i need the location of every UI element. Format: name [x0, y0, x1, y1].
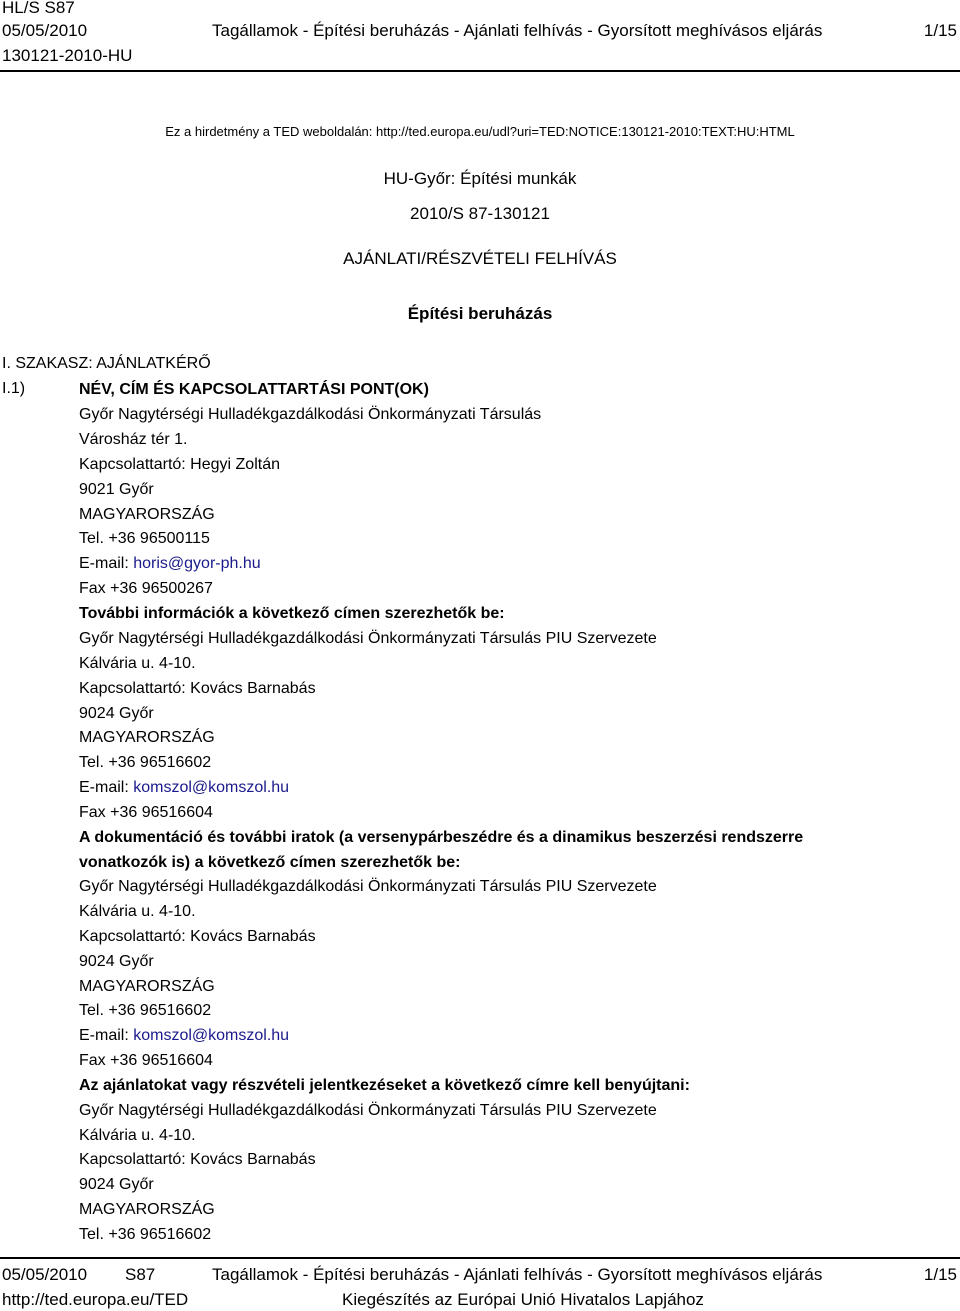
footer-url[interactable]: http://ted.europa.eu/TED — [2, 1290, 189, 1309]
main-org: Győr Nagytérségi Hulladékgazdálkodási Önkormányzati Társulás — [79, 406, 542, 423]
main-email-link[interactable]: horis@gyor-ph.hu — [133, 555, 261, 572]
footer-supplement: Kiegészítés az Európai Unió Hivatalos Lapjához — [342, 1290, 704, 1309]
notice-category: Építési beruházás — [407, 304, 553, 323]
subsection-number: I.1) — [2, 380, 26, 397]
footer-date: 05/05/2010 — [2, 1265, 88, 1284]
ted-prefix: Ez a hirdetmény a TED weboldalán: — [165, 124, 377, 139]
notice-number: 2010/S 87-130121 — [410, 204, 550, 223]
more-info-org: Győr Nagytérségi Hulladékgazdálkodási Önkormányzati Társulás PIU Szervezete — [79, 630, 657, 647]
notice-type: AJÁNLATI/RÉSZVÉTELI FELHÍVÁS — [343, 249, 617, 268]
ted-link[interactable]: http://ted.europa.eu/udl?uri=TED:NOTICE:130121-2010:TEXT:HU:HTML — [376, 124, 795, 139]
more-info-fax: Fax +36 96516604 — [79, 804, 213, 821]
documents-email-link[interactable]: komszol@komszol.hu — [133, 1027, 290, 1044]
footer-series: S87 — [125, 1265, 156, 1284]
more-info-tel: Tel. +36 96516602 — [79, 754, 212, 771]
main-contact: Kapcsolattartó: Hegyi Zoltán — [79, 456, 280, 473]
documents-tel: Tel. +36 96516602 — [79, 1002, 212, 1019]
submission-country: MAGYARORSZÁG — [79, 1201, 215, 1218]
notice-location: HU-Győr: Építési munkák — [383, 169, 577, 188]
footer-title: Tagállamok - Építési beruházás - Ajánlati felhívás - Gyorsított meghívásos eljárás — [212, 1265, 823, 1284]
more-info-street: Kálvária u. 4-10. — [79, 655, 196, 672]
documents-email-label: E-mail: — [79, 1027, 134, 1044]
submission-street: Kálvária u. 4-10. — [79, 1127, 196, 1144]
header-doc-id: 130121-2010-HU — [2, 46, 133, 65]
more-info-city: 9024 Győr — [79, 705, 154, 722]
more-info-country: MAGYARORSZÁG — [79, 729, 215, 746]
section-heading: I. SZAKASZ: AJÁNLATKÉRŐ — [2, 355, 211, 372]
main-email-label: E-mail: — [79, 555, 134, 572]
header-rule — [0, 70, 960, 72]
documents-contact: Kapcsolattartó: Kovács Barnabás — [79, 928, 316, 945]
documents-street: Kálvária u. 4-10. — [79, 903, 196, 920]
main-tel: Tel. +36 96500115 — [79, 530, 210, 547]
submission-city: 9024 Győr — [79, 1176, 154, 1193]
documents-city: 9024 Győr — [79, 953, 154, 970]
documents-org: Győr Nagytérségi Hulladékgazdálkodási Önkormányzati Társulás PIU Szervezete — [79, 878, 657, 895]
footer-rule — [0, 1257, 960, 1259]
main-street: Városház tér 1. — [79, 431, 188, 448]
header-title: Tagállamok - Építési beruházás - Ajánlati felhívás - Gyorsított meghívásos eljárás — [212, 21, 823, 40]
documents-email-line — [79, 1026, 289, 1046]
more-info-contact: Kapcsolattartó: Kovács Barnabás — [79, 680, 316, 697]
documents-heading-1: A dokumentáció és további iratok (a versenypárbeszédre és a dinamikus beszerzési rendszerre — [79, 829, 804, 846]
header-series: HL/S S87 — [2, 0, 75, 17]
more-info-email-line — [79, 778, 289, 798]
header-date: 05/05/2010 — [2, 21, 88, 40]
more-info-email-label: E-mail: — [79, 779, 134, 796]
footer-page: 1/15 — [923, 1265, 957, 1284]
more-info-heading: További információk a következő címen szerezhetők be: — [79, 605, 505, 622]
main-country: MAGYARORSZÁG — [79, 506, 215, 523]
submission-org: Győr Nagytérségi Hulladékgazdálkodási Önkormányzati Társulás PIU Szervezete — [79, 1102, 657, 1119]
main-city: 9021 Győr — [79, 481, 154, 498]
documents-heading-2: vonatkozók is) a következő címen szerezhetők be: — [79, 854, 461, 871]
more-info-email-link[interactable]: komszol@komszol.hu — [133, 779, 290, 796]
submission-contact: Kapcsolattartó: Kovács Barnabás — [79, 1151, 316, 1168]
main-fax: Fax +36 96500267 — [79, 580, 213, 597]
subsection-title: NÉV, CÍM ÉS KAPCSOLATTARTÁSI PONT(OK) — [79, 381, 429, 398]
documents-country: MAGYARORSZÁG — [79, 978, 215, 995]
main-email-line — [79, 554, 261, 574]
submission-tel: Tel. +36 96516602 — [79, 1226, 212, 1243]
ted-notice-line — [0, 124, 960, 139]
submission-heading: Az ajánlatokat vagy részvételi jelentkezéseket a következő címre kell benyújtani: — [79, 1077, 690, 1094]
header-page: 1/15 — [923, 21, 957, 40]
documents-fax: Fax +36 96516604 — [79, 1052, 213, 1069]
